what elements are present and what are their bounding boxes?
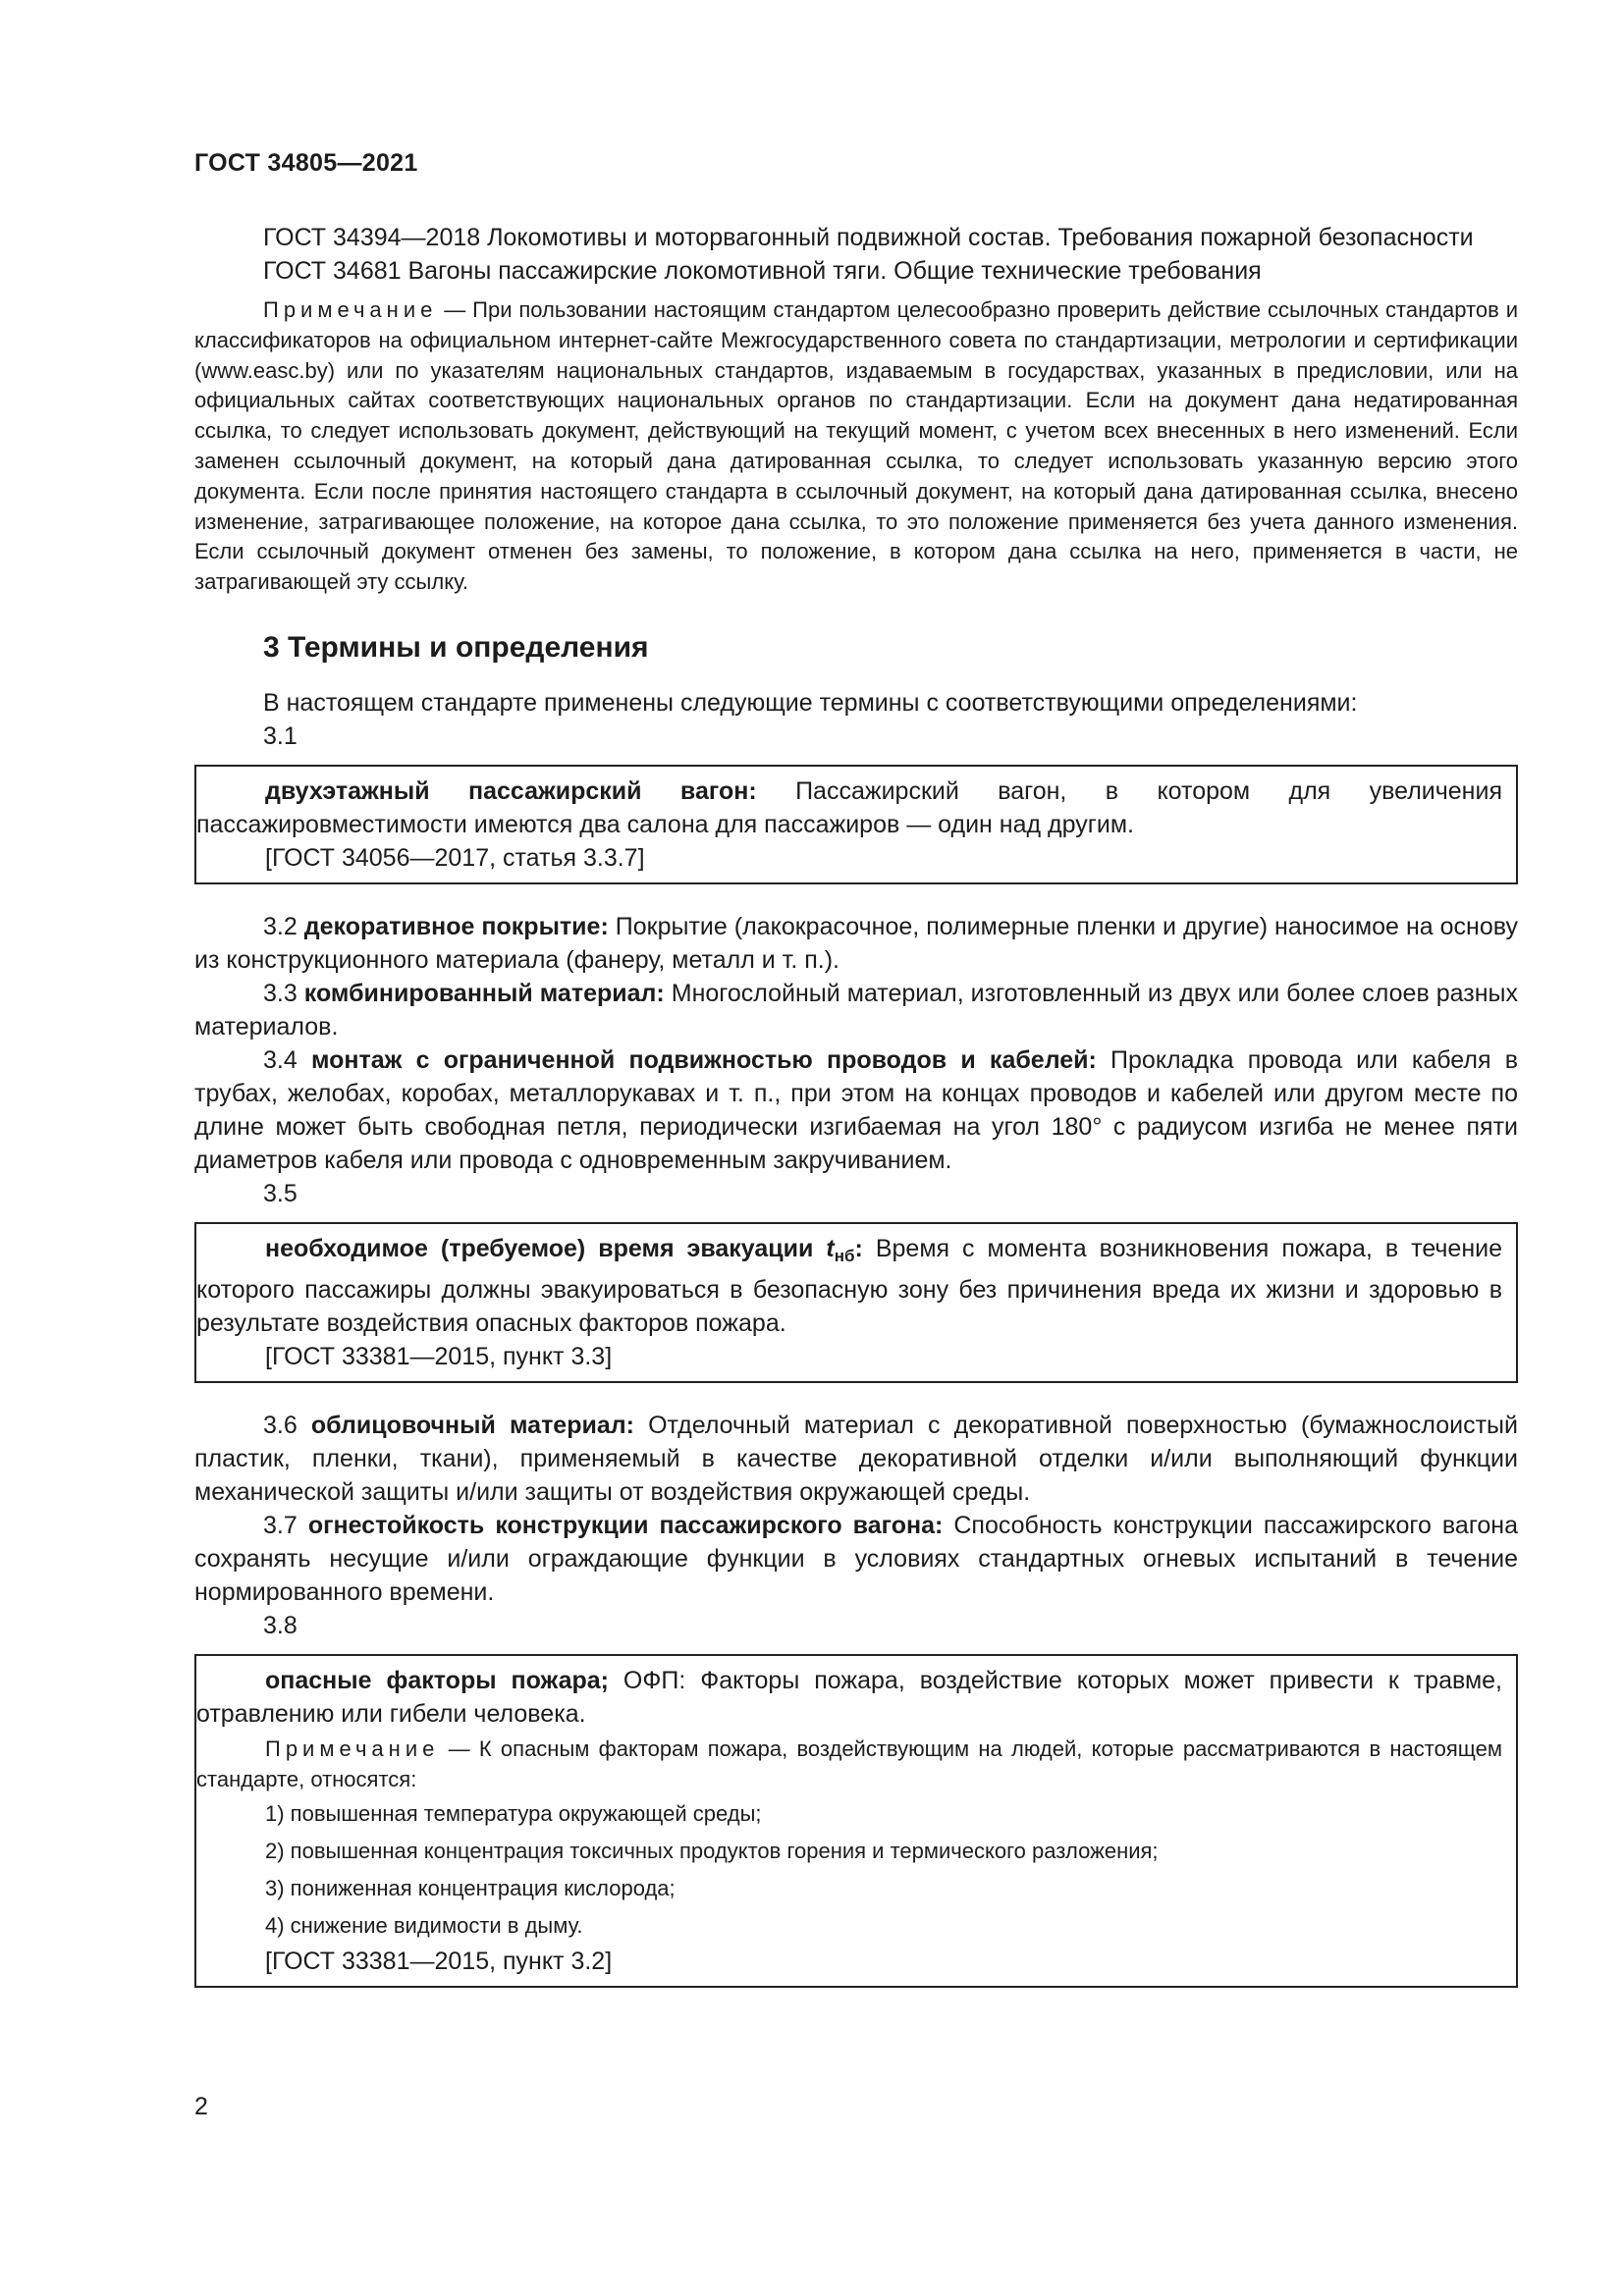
list-item: 4) снижение видимости в дыму. bbox=[265, 1912, 583, 1938]
term-3-8-name: опасные факторы пожара; bbox=[265, 1666, 609, 1694]
term-3-1 bbox=[196, 774, 1502, 841]
note-label: Примечание bbox=[263, 297, 438, 322]
term-3-5 bbox=[196, 1232, 1502, 1340]
term-3-2 bbox=[194, 910, 1518, 977]
term-3-8-note-label: Примечание bbox=[265, 1735, 440, 1761]
term-3-8-note-text: — К опасным факторам пожара, воздействующим на людей, которые рассматриваются в настоящем стандарте, относятся: bbox=[196, 1735, 1502, 1791]
term-3-5-name: необходимое (требуемое) время эвакуации bbox=[265, 1234, 827, 1262]
term-3-5-symbol: t bbox=[826, 1234, 835, 1262]
reference-note bbox=[194, 295, 1518, 598]
page-content bbox=[194, 221, 1518, 1988]
term-3-7 bbox=[194, 1509, 1518, 1609]
term-3-6 bbox=[194, 1409, 1518, 1509]
list-item: 3) пониженная концентрация кислорода; bbox=[265, 1875, 676, 1900]
term-3-5-box bbox=[194, 1222, 1518, 1383]
term-3-1-name: двухэтажный пассажирский вагон: bbox=[265, 776, 757, 805]
reference-1: ГОСТ 34394—2018 Локомотивы и моторвагонный подвижной состав. Требования пожарной безопасности bbox=[263, 224, 1474, 251]
term-3-5-definition: Время с момента возникновения пожара, в течение которого пассажиры должны эвакуироваться в безопасную зону без причинения вреда их жизни и здоровью в результате воздействия опасных факторов пожара. bbox=[196, 1234, 1503, 1337]
list-item: 2) повышенная концентрация токсичных продуктов горения и термического разложения; bbox=[265, 1838, 1159, 1863]
term-3-4-name: монтаж с ограниченной подвижностью проводов и кабелей: bbox=[310, 1045, 1097, 1074]
term-3-6-definition: Отделочный материал с декоративной поверхностью (бумажнослоистый пластик, пленки, ткани), применяемый в качестве декоративной отделки и/или выполняющий функции механической защиты и/или защиты от воздействия окружающей среды. bbox=[194, 1411, 1518, 1506]
term-3-6-name: облицовочный материал: bbox=[310, 1411, 634, 1439]
term-3-1-source: [ГОСТ 34056—2017, статья 3.3.7] bbox=[265, 843, 645, 872]
reference-2: ГОСТ 34681 Вагоны пассажирские локомотивной тяги. Общие технические требования bbox=[263, 257, 1262, 285]
term-3-1-box bbox=[194, 765, 1518, 884]
term-3-7-number: 3.7 bbox=[263, 1511, 308, 1539]
list-item: 1) повышенная температура окружающей среды; bbox=[265, 1800, 762, 1826]
term-3-3-definition: Многослойный материал, изготовленный из двух или более слоев разных материалов. bbox=[194, 979, 1519, 1041]
term-3-2-number: 3.2 bbox=[263, 912, 304, 940]
term-3-2-name: декоративное покрытие: bbox=[303, 912, 609, 940]
term-3-6-number: 3.6 bbox=[263, 1411, 311, 1439]
term-3-4 bbox=[194, 1043, 1518, 1177]
term-3-1-definition: Пассажирский вагон, в котором для увеличения пассажировместимости имеются два салона для пассажиров — один над другим. bbox=[196, 776, 1502, 838]
term-3-8-source: [ГОСТ 33381—2015, пункт 3.2] bbox=[265, 1947, 613, 1975]
term-3-3-number: 3.3 bbox=[263, 979, 304, 1007]
term-3-7-definition: Способность конструкции пассажирского вагона сохранять несущие и/или ограждающие функции в условиях стандартных огневых испытаний в течение нормированного времени. bbox=[194, 1511, 1519, 1606]
term-3-1-number: 3.1 bbox=[263, 721, 298, 750]
term-3-8-number: 3.8 bbox=[263, 1611, 298, 1639]
section-title: 3 Термины и определения bbox=[263, 630, 649, 664]
term-3-8-note bbox=[196, 1735, 1502, 1795]
term-3-2-definition: Покрытие (лакокрасочное, полимерные пленки и другие) наносимое на основу из конструкционного материала (фанеру, металл и т. п.). bbox=[194, 912, 1519, 974]
standard-header: ГОСТ 34805—2021 bbox=[194, 149, 418, 177]
term-3-7-name: огнестойкость конструкции пассажирского вагона: bbox=[307, 1511, 944, 1539]
note-text: — При пользовании настоящим стандартом целесообразно проверить действие ссылочных стандартов и классификаторов на официальном интернет-сайте Межгосударственного совета по стандартизации, метрологии и сертификации (www.easc.by) или по указателям национальных стандартов, издаваемым в государствах, указанных в предисловии, или на официальных сайтах соответствующих национальных органов по стандартизации. Если на документ дана недатированная ссылка, то следует использовать документ, действующий на текущий момент, с учетом всех внесенных в него изменений. Если заменен ссылочный документ, на который дана датированная ссылка, то следует использовать указанную версию этого документа. Если после принятия настоящего стандарта в ссылочный документ, на который дана датированная ссылка, внесено изменение, затрагивающее положение, на которое дана ссылка, то это положение применяется без учета данного изменения. Если ссылочный документ отменен без замены, то положение, в котором дана ссылка на него, применяется в части, не затрагивающей эту ссылку. bbox=[194, 297, 1518, 595]
term-3-8 bbox=[196, 1664, 1502, 1731]
term-3-5-subscript: нб bbox=[834, 1246, 855, 1265]
term-3-3 bbox=[194, 977, 1518, 1043]
section-intro: В настоящем стандарте применены следующие термины с соответствующими определениями: bbox=[263, 688, 1358, 717]
page-number: 2 bbox=[194, 2093, 208, 2120]
term-3-8-box bbox=[194, 1654, 1518, 1988]
term-3-5-colon: : bbox=[854, 1234, 863, 1262]
term-3-5-number: 3.5 bbox=[263, 1179, 298, 1207]
term-3-8-definition: ОФП: Факторы пожара, воздействие которых может привести к травме, отравлению или гибели человека. bbox=[196, 1666, 1503, 1728]
term-3-3-name: комбинированный материал: bbox=[303, 979, 665, 1007]
term-3-4-number: 3.4 bbox=[263, 1045, 311, 1074]
term-3-4-definition: Прокладка провода или кабеля в трубах, желобах, коробах, металлорукавах и т. п., при этом на концах проводов и кабелей или другом месте по длине может быть свободная петля, периодически изгибаемая на угол 180° с радиусом изгиба не менее пяти диаметров кабеля или провода с одновременным закручиванием. bbox=[194, 1045, 1518, 1174]
term-3-5-source: [ГОСТ 33381—2015, пункт 3.3] bbox=[265, 1342, 613, 1370]
